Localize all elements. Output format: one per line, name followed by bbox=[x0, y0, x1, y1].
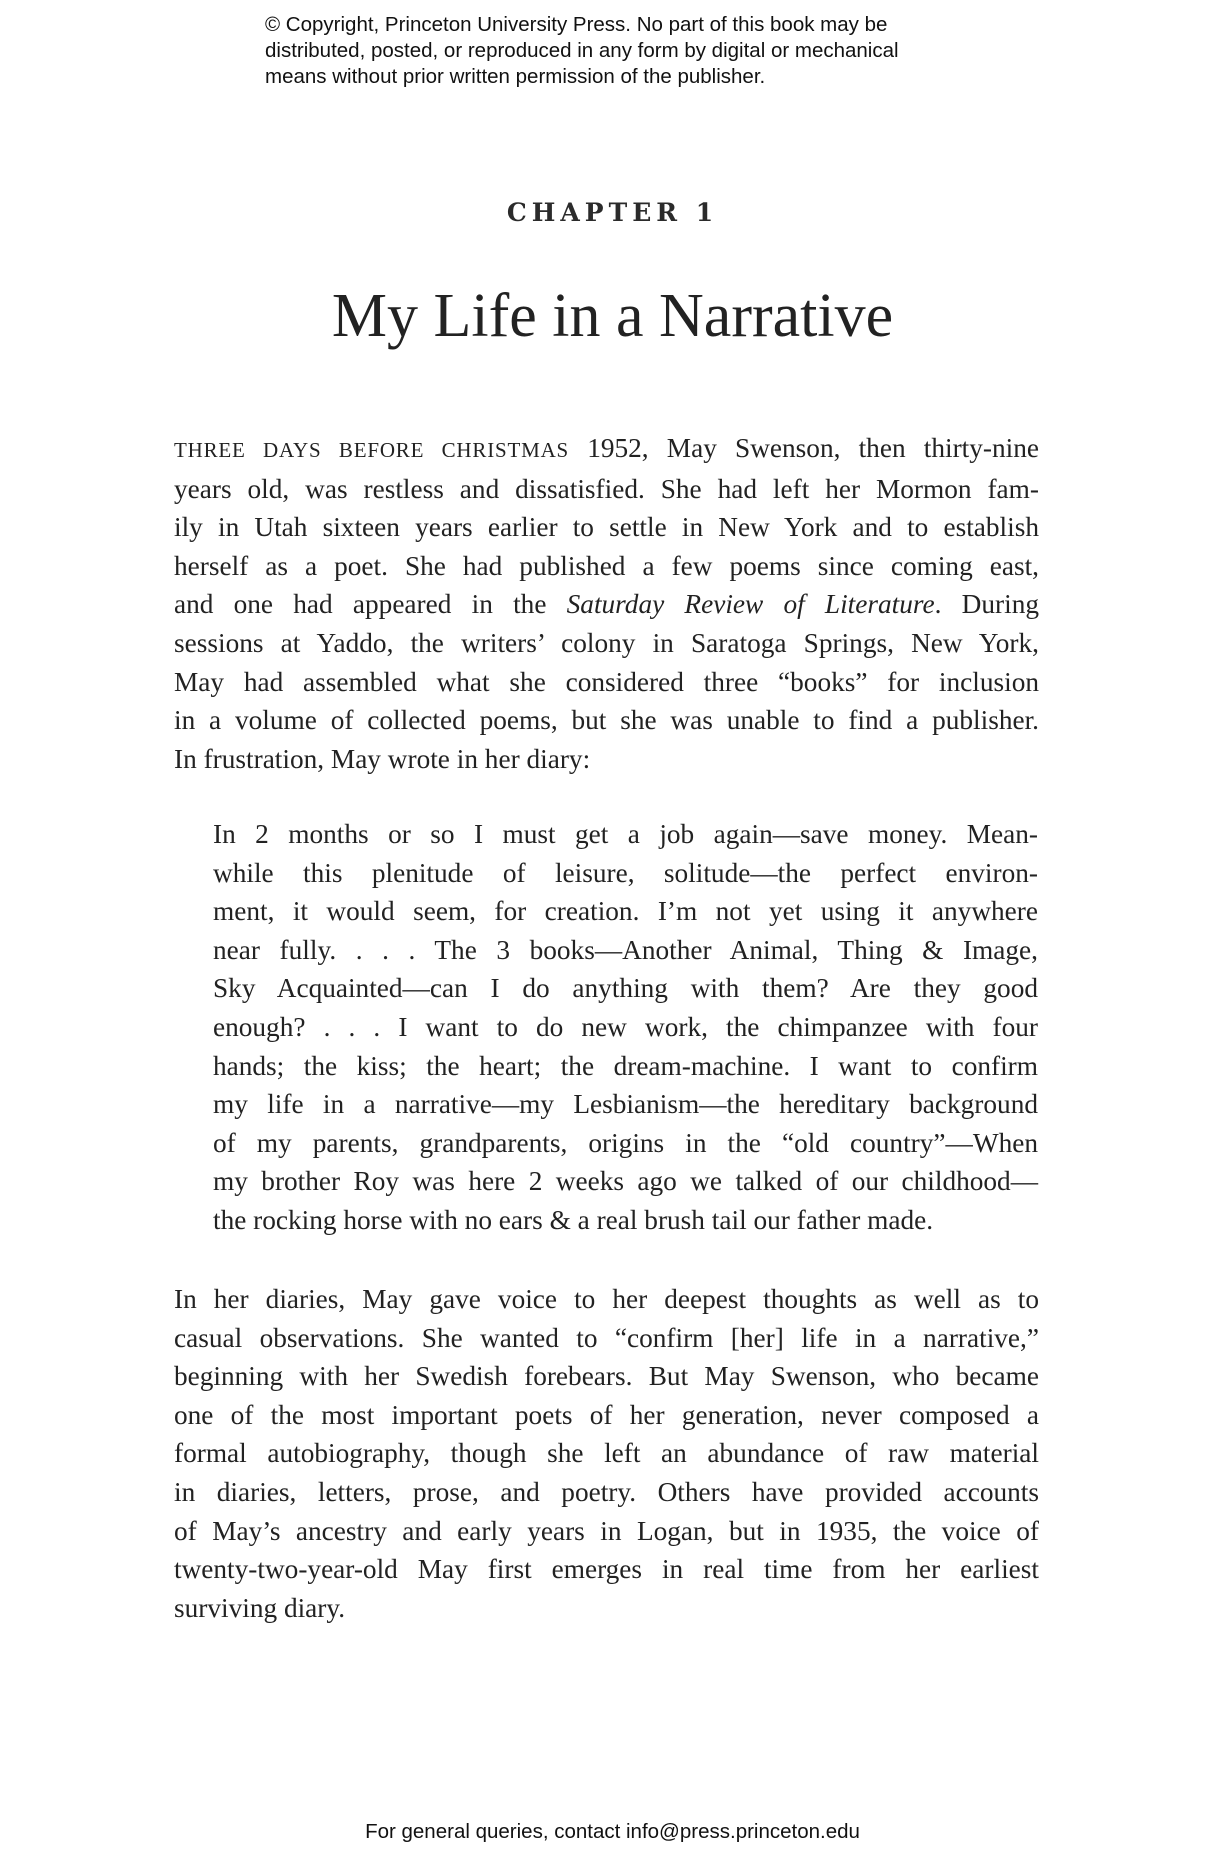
body-paragraph-1 bbox=[174, 429, 1039, 778]
quote-line: my life in a narrative—my Lesbianism—the hereditary background bbox=[213, 1089, 1038, 1120]
line-text: . During bbox=[934, 589, 1040, 620]
diary-block-quote bbox=[213, 815, 1038, 1240]
paragraph-line: herself as a poet. She had published a few poems since coming east, bbox=[174, 550, 1039, 581]
small-caps-lead-in: THREE DAYS BEFORE CHRISTMAS bbox=[174, 438, 570, 462]
quote-line: of my parents, grandparents, origins in the “old country”—When bbox=[213, 1127, 1038, 1158]
chapter-title: My Life in a Narrative bbox=[331, 282, 894, 350]
paragraph-line: surviving diary. bbox=[174, 1592, 346, 1623]
publication-title: Saturday Review of Literature bbox=[566, 589, 935, 620]
footer-contact: For general queries, contact info@press.princeton.edu bbox=[365, 1820, 860, 1843]
copyright-line: © Copyright, Princeton University Press. No part of this book may be bbox=[265, 13, 888, 36]
quote-line: ment, it would seem, for creation. I’m not yet using it anywhere bbox=[213, 896, 1038, 927]
line-text: 1952, May Swenson, then thirty-nine bbox=[569, 433, 1039, 463]
quote-line: enough? . . . I want to do new work, the chimpanzee with four bbox=[213, 1011, 1038, 1042]
line-text: and one had appeared in the bbox=[174, 589, 567, 620]
paragraph-line: casual observations. She wanted to “confirm [her] life in a narrative,” bbox=[174, 1322, 1039, 1353]
quote-line: In 2 months or so I must get a job again—save money. Mean- bbox=[213, 819, 1038, 849]
quote-line: while this plenitude of leisure, solitude—the perfect environ- bbox=[213, 857, 1038, 888]
paragraph-line: sessions at Yaddo, the writers’ colony in Saratoga Springs, New York, bbox=[174, 627, 1039, 658]
quote-line: near fully. . . . The 3 books—Another Animal, Thing & Image, bbox=[213, 934, 1038, 965]
paragraph-line: twenty-two-year-old May first emerges in real time from her earliest bbox=[174, 1554, 1039, 1585]
paragraph-line bbox=[174, 429, 1039, 470]
quote-line: my brother Roy was here 2 weeks ago we talked of our childhood— bbox=[213, 1166, 1038, 1197]
copyright-line: means without prior written permission of the publisher. bbox=[265, 65, 766, 88]
paragraph-line: one of the most important poets of her generation, never composed a bbox=[174, 1399, 1039, 1430]
quote-line: the rocking horse with no ears & a real brush tail our father made. bbox=[213, 1204, 934, 1235]
paragraph-line: In frustration, May wrote in her diary: bbox=[174, 743, 591, 774]
paragraph-line: May had assembled what she considered three “books” for inclusion bbox=[174, 666, 1039, 697]
paragraph-line: years old, was restless and dissatisfied. She had left her Mormon fam- bbox=[174, 473, 1039, 504]
paragraph-line: formal autobiography, though she left an abundance of raw material bbox=[174, 1438, 1039, 1469]
paragraph-line: ily in Utah sixteen years earlier to settle in New York and to establish bbox=[174, 512, 1039, 543]
body-paragraph-2 bbox=[174, 1280, 1039, 1627]
paragraph-line bbox=[174, 585, 1039, 624]
copyright-line: distributed, posted, or reproduced in any form by digital or mechanical bbox=[265, 39, 899, 62]
quote-line: Sky Acquainted—can I do anything with them? Are they good bbox=[213, 973, 1038, 1004]
quote-line: hands; the kiss; the heart; the dream-machine. I want to confirm bbox=[213, 1050, 1038, 1081]
paragraph-line: in a volume of collected poems, but she was unable to find a publisher. bbox=[174, 705, 1039, 736]
paragraph-line: In her diaries, May gave voice to her deepest thoughts as well as to bbox=[174, 1284, 1039, 1314]
paragraph-line: beginning with her Swedish forebears. But May Swenson, who became bbox=[174, 1361, 1039, 1392]
paragraph-line: in diaries, letters, prose, and poetry. Others have provided accounts bbox=[174, 1476, 1039, 1507]
copyright-notice bbox=[265, 12, 985, 90]
paragraph-line: of May’s ancestry and early years in Logan, but in 1935, the voice of bbox=[174, 1515, 1039, 1546]
chapter-label: CHAPTER 1 bbox=[506, 198, 719, 227]
